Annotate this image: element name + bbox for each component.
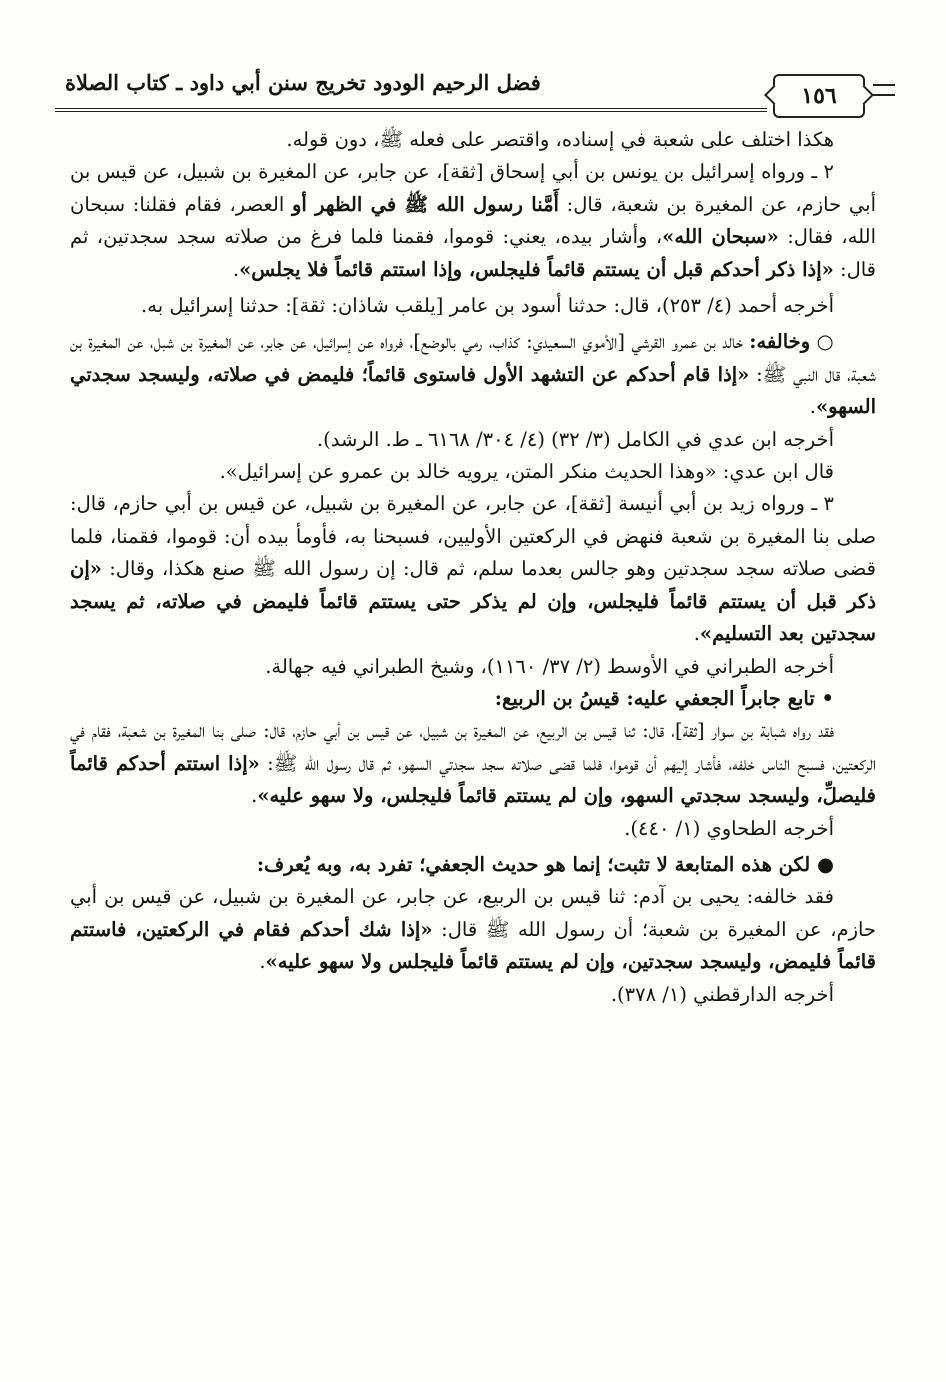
text-run: أخرجه الدارقطني (١/ ٣٧٨). [610, 982, 834, 1006]
header-rule [55, 108, 767, 112]
page-header [55, 62, 895, 118]
bold-text: «إذا ذكر أحدكم قبل أن يستتم قائماً فليجلس، وإذا استتم قائماً فلا يجلس» [239, 257, 834, 281]
bold-text: • تابع جابراً الجعفي عليه: قيسُ بن الربيع: [494, 686, 834, 710]
text-run: ○ [810, 330, 834, 354]
bold-text: «إن ذكر قبل أن يستتم قائماً فليجلس، وإن لم يذكر حتى يستتم قائماً فليمض في صلاته، ثم يسجد سجدتين بعد التسليم» [70, 557, 876, 646]
paragraph [70, 849, 876, 881]
paragraph [70, 683, 876, 715]
text-run: . [259, 950, 266, 974]
text-run: أخرجه الطحاوي (١/ ٤٤٠). [624, 816, 834, 840]
text-run: . [232, 257, 240, 281]
page-number-frame [773, 74, 865, 118]
text-run: . [251, 784, 258, 808]
paragraph [70, 488, 876, 650]
text-run: فقد خالفه: يحيى بن آدم: ثنا قيس بن الربيع، عن جابر، عن المغيرة بن شبيل، عن قيس بن أبي حازم، عن المغيرة بن شعبة؛ أن رسول الله ﷺ قال: [70, 885, 876, 941]
bold-text: «إذا شك أحدكم فقام في الركعتين، فاستتم قائماً فليمض، وليسجد سجدتين، وإن لم يستتم قائماً فليجلس ولا سهو عليه» [70, 917, 876, 974]
bold-text: «إذا استتم أحدكم قائماً فليصلِّ، وليسجد سجدتي السهو، وإن لم يستتم قائماً فليجلس، ولا سهو عليه» [70, 751, 876, 808]
paragraph [70, 813, 876, 845]
paragraph [70, 124, 876, 156]
text-run: أخرجه الطبراني في الأوسط (٢/ ٣٧/ ١١٦٠)، وشيخ الطبراني فيه جهالة. [265, 654, 834, 678]
text-run: . [809, 395, 816, 419]
paragraph [70, 456, 876, 488]
text-run: أخرجه أحمد (٤/ ٢٥٣)، قال: حدثنا أسود بن عامر [يلقب شاذان: ثقة]: حدثنا إسرائيل به. [141, 294, 834, 318]
paragraph [70, 290, 876, 322]
bold-text: «سبحان الله» [662, 225, 779, 249]
bold-text: وخالفه: [749, 330, 811, 354]
text-run: أخرجه ابن عدي في الكامل (٣/ ٣٢) (٤/ ٣٠٤/ ٦١٦٨ ـ ط. الرشد). [316, 427, 834, 451]
page-number: ١٥٦ [801, 83, 837, 109]
bold-text: ● لكن هذه المتابعة لا تثبت؛ إنما هو حديث الجعفي؛ تفرد به، وبه يُعرف: [256, 852, 834, 876]
text-run: ، وأشار بيده، يعني: قوموا، فقمنا فلما فرغ من صلاته سجد سجدتين، ثم قال: [70, 225, 876, 281]
running-title: فضل الرحيم الودود تخريج سنن أبي داود ـ كتاب الصلاة [65, 70, 541, 95]
paragraph [70, 156, 876, 286]
text-run: ٢ ـ ورواه إسرائيل بن يونس بن أبي إسحاق [ثقة]، عن جابر، عن المغيرة بن شبيل، عن قيس بن أبي حازم، عن المغيرة بن شعبة، قال: [70, 160, 876, 216]
paragraph [70, 881, 876, 978]
text-run: خالد بن عمرو القرشي [الأموي السعيدي: كذاب، رمي بالوضع]، فرواه عن إسرائيل، عن جابر، عن المغيرة بن شبل، عن المغيرة بن شعبة، قال النبي ﷺ: [70, 330, 876, 386]
paragraph [70, 979, 876, 1011]
bold-text: «إذا قام أحدكم عن التشهد الأول فاستوى قائماً؛ فليمض في صلاته، وليسجد سجدتي السهو» [70, 362, 876, 419]
bold-text: أَمَّنا رسول الله ﷺ في الظهر أو [291, 192, 559, 216]
paragraph [70, 651, 876, 683]
page-body [70, 124, 876, 1011]
text-run: قال ابن عدي: «وهذا الحديث منكر المتن، يرويه خالد بن عمرو عن إسرائيل». [219, 460, 834, 484]
text-run: العصر، فقام فقلنا: سبحان الله، فقال: [70, 192, 876, 249]
text-run: فقد رواه شبابة بن سوار [ثقة]، قال: ثنا قيس بن الربيع، عن المغيرة بن شبيل، عن قيس بن أبي حازم، قال: صلى بنا المغيرة بن شعبة، فقام في الركعتين، فسبح الناس خلفه، فأشار إليهم أن قوموا، فلما قضى صلاته سجد سجدتي السهو، ثم قال رسول الله ﷺ: [70, 719, 876, 775]
header-ornament [873, 84, 895, 96]
text-run: . [693, 622, 700, 646]
paragraph [70, 715, 876, 812]
paragraph [70, 326, 876, 423]
text-run: هكذا اختلف على شعبة في إسناده، واقتصر على فعله ﷺ، دون قوله. [286, 128, 834, 151]
text-run: ٣ ـ ورواه زيد بن أبي أنيسة [ثقة]، عن جابر، عن المغيرة بن شبيل، عن قيس بن أبي حازم، قال: صلى بنا المغيرة بن شعبة فنهض في الركعتين الأوليين، فسبحنا به، فأومأ بيده أن: قوموا، فقمنا، فلما قضى صلاته سجد سجدتين وهو جالس بعدما سلم، ثم قال: إن رسول الله ﷺ صنع هكذا، وقال: [70, 492, 876, 581]
paragraph [70, 424, 876, 456]
